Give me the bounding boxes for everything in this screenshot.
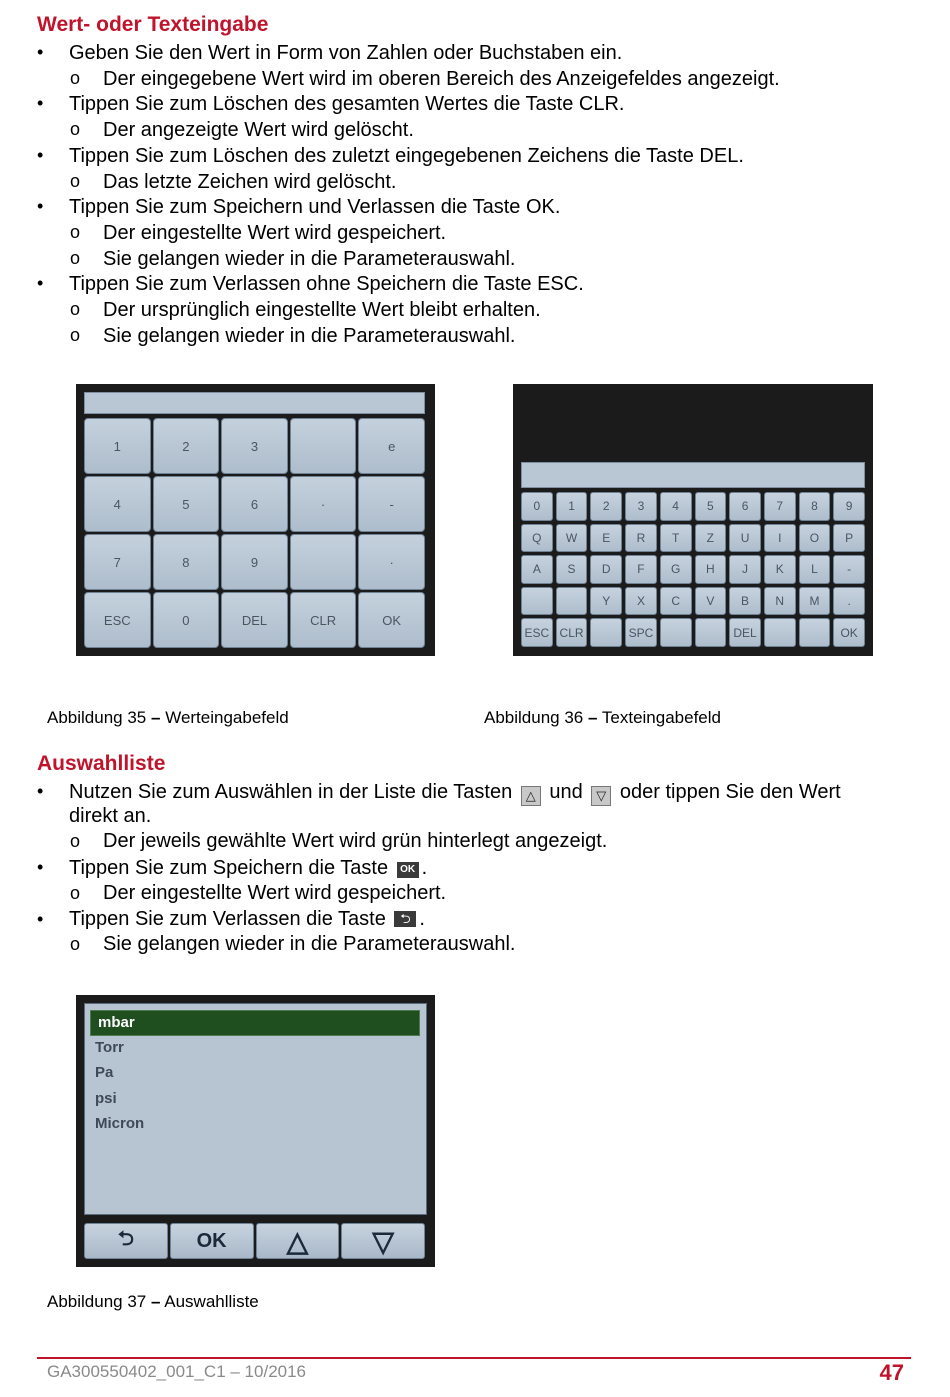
sub-bullet-text: Der jeweils gewählte Wert wird grün hinterlegt angezeigt. bbox=[103, 830, 608, 852]
bullet-marker: • bbox=[37, 781, 44, 801]
selection-button-row bbox=[84, 1223, 425, 1259]
text-key: N bbox=[764, 587, 796, 616]
caption-dash: – bbox=[151, 708, 161, 727]
text-key: P bbox=[833, 524, 865, 553]
text-key: T bbox=[660, 524, 692, 553]
bullet-text: Geben Sie den Wert in Form von Zahlen oder Buchstaben ein. bbox=[69, 42, 623, 64]
period: . bbox=[421, 857, 428, 879]
text-key: Q bbox=[521, 524, 553, 553]
list-item: psi bbox=[95, 1090, 117, 1107]
numeric-key: - bbox=[358, 476, 425, 532]
page-number: 47 bbox=[879, 1360, 904, 1385]
numeric-key: CLR bbox=[290, 592, 357, 648]
text-key: C bbox=[660, 587, 692, 616]
text-key: DEL bbox=[729, 618, 761, 647]
numeric-key: · bbox=[358, 534, 425, 590]
sub-bullet-text: Sie gelangen wieder in die Parameterauswahl. bbox=[103, 324, 516, 347]
text-key: O bbox=[799, 524, 831, 553]
text-key: . bbox=[833, 587, 865, 616]
numeric-keypad-screenshot bbox=[76, 384, 435, 656]
text-key: 3 bbox=[625, 492, 657, 521]
caption-dash: – bbox=[151, 1292, 161, 1311]
text-key: A bbox=[521, 555, 553, 584]
bullet-text bbox=[69, 856, 427, 880]
ok-button: OK bbox=[170, 1223, 254, 1259]
down-arrow-icon: ▽ bbox=[591, 786, 611, 806]
bullet-text-part: oder tippen Sie den Wert bbox=[619, 781, 841, 803]
bullet-text bbox=[69, 907, 425, 931]
figure37-caption bbox=[47, 1292, 259, 1312]
back-icon: ⮌ bbox=[394, 911, 416, 927]
text-key: V bbox=[695, 587, 727, 616]
numeric-key: 9 bbox=[221, 534, 288, 590]
caption-prefix: Abbildung 37 bbox=[47, 1292, 147, 1311]
numeric-key: DEL bbox=[221, 592, 288, 648]
text-key: U bbox=[729, 524, 761, 553]
text-key: X bbox=[625, 587, 657, 616]
numeric-key: 6 bbox=[221, 476, 288, 532]
bullet-marker: • bbox=[37, 196, 44, 217]
up-arrow-icon: △ bbox=[521, 786, 541, 806]
sub-marker: o bbox=[70, 934, 81, 954]
numeric-key bbox=[290, 534, 357, 590]
text-display-field bbox=[521, 462, 865, 488]
numeric-key: ESC bbox=[84, 592, 151, 648]
text-key: 0 bbox=[521, 492, 553, 521]
text-key: SPC bbox=[625, 618, 657, 647]
text-key bbox=[556, 587, 588, 616]
bullet-text bbox=[69, 780, 841, 806]
numeric-key: 3 bbox=[221, 418, 288, 474]
bullet-marker: • bbox=[37, 909, 44, 929]
section-heading-selection-list: Auswahlliste bbox=[37, 752, 166, 775]
selection-list-screenshot bbox=[76, 995, 435, 1267]
sub-bullet-text: Der eingegebene Wert wird im oberen Bereich des Anzeigefeldes angezeigt. bbox=[103, 67, 780, 90]
ok-icon: OK bbox=[397, 862, 419, 878]
list-item: Torr bbox=[95, 1039, 124, 1056]
caption-title: Werteingabefeld bbox=[165, 708, 289, 727]
bullet-marker: • bbox=[37, 857, 44, 877]
sub-marker: o bbox=[70, 170, 81, 191]
up-button bbox=[256, 1223, 340, 1259]
sub-marker: o bbox=[70, 119, 81, 140]
bullet-text-part: Nutzen Sie zum Auswählen in der Liste die Tasten bbox=[69, 781, 513, 803]
caption-title: Texteingabefeld bbox=[601, 708, 721, 727]
text-key: F bbox=[625, 555, 657, 584]
text-key: 7 bbox=[764, 492, 796, 521]
text-key: 9 bbox=[833, 492, 865, 521]
text-key: 5 bbox=[695, 492, 727, 521]
footer-rule bbox=[37, 1357, 911, 1359]
list-item: Micron bbox=[95, 1115, 145, 1132]
text-key bbox=[590, 618, 622, 647]
list-item: Pa bbox=[95, 1064, 114, 1081]
sub-bullet-text: Der eingestellte Wert wird gespeichert. bbox=[103, 221, 447, 244]
text-key: 4 bbox=[660, 492, 692, 521]
numeric-key: 0 bbox=[153, 592, 220, 648]
bullet-text: Tippen Sie zum Löschen des zuletzt eingegebenen Zeichens die Taste DEL. bbox=[69, 144, 744, 167]
text-key: H bbox=[695, 555, 727, 584]
text-key: 2 bbox=[590, 492, 622, 521]
numeric-key: 8 bbox=[153, 534, 220, 590]
sub-bullet-text: Das letzte Zeichen wird gelöscht. bbox=[103, 170, 397, 193]
text-key: OK bbox=[833, 618, 865, 647]
bullet-text: Tippen Sie zum Speichern und Verlassen die Taste OK. bbox=[69, 196, 561, 219]
text-key: K bbox=[764, 555, 796, 584]
numeric-key: 2 bbox=[153, 418, 220, 474]
text-key: L bbox=[799, 555, 831, 584]
numeric-keypad-grid bbox=[84, 418, 425, 648]
value-display-field bbox=[84, 392, 425, 414]
numeric-key bbox=[290, 418, 357, 474]
caption-dash: – bbox=[588, 708, 598, 727]
text-key: - bbox=[833, 555, 865, 584]
bullet-marker: • bbox=[37, 144, 44, 165]
text-key: 6 bbox=[729, 492, 761, 521]
down-arrow-icon: ▽ bbox=[372, 1225, 394, 1257]
up-arrow-icon: △ bbox=[286, 1225, 309, 1257]
text-keypad-screenshot bbox=[513, 384, 873, 656]
text-key: CLR bbox=[556, 618, 588, 647]
text-key bbox=[521, 587, 553, 616]
period: . bbox=[419, 908, 425, 930]
text-keypad-grid bbox=[521, 492, 865, 647]
bullet-text: Tippen Sie zum Verlassen ohne Speichern die Taste ESC. bbox=[69, 273, 584, 296]
text-key: E bbox=[590, 524, 622, 553]
numeric-key: 7 bbox=[84, 534, 151, 590]
bullet-marker: • bbox=[37, 42, 44, 62]
bullet-text-part: Tippen Sie zum Verlassen die Taste bbox=[69, 908, 386, 930]
numeric-key: 5 bbox=[153, 476, 220, 532]
bullet-text-part: Tippen Sie zum Speichern die Taste bbox=[69, 857, 389, 879]
numeric-key: 4 bbox=[84, 476, 151, 532]
bullet-text: Tippen Sie zum Löschen des gesamten Wertes die Taste CLR. bbox=[69, 93, 625, 116]
caption-prefix: Abbildung 35 bbox=[47, 708, 147, 727]
list-item-selected: mbar bbox=[98, 1014, 135, 1031]
sub-bullet-text: Der ursprünglich eingestellte Wert bleibt erhalten. bbox=[103, 299, 541, 321]
document-id: GA300550402_001_C1 – 10/2016 bbox=[47, 1362, 307, 1381]
selection-listbox bbox=[84, 1003, 427, 1215]
numeric-key: e bbox=[358, 418, 425, 474]
text-key: Y bbox=[590, 587, 622, 616]
text-key: I bbox=[764, 524, 796, 553]
text-key bbox=[695, 618, 727, 647]
sub-bullet-text: Sie gelangen wieder in die Parameterauswahl. bbox=[103, 247, 516, 270]
back-button bbox=[84, 1223, 168, 1259]
sub-bullet-text: Der angezeigte Wert wird gelöscht. bbox=[103, 119, 414, 142]
numeric-key: 1 bbox=[84, 418, 151, 474]
text-key: G bbox=[660, 555, 692, 584]
sub-marker: o bbox=[70, 324, 81, 345]
sub-marker: o bbox=[70, 883, 81, 903]
section-heading-value-text-entry: Wert- oder Texteingabe bbox=[37, 13, 269, 36]
bullet-text-continuation: direkt an. bbox=[69, 805, 152, 827]
sub-bullet-text: Der eingestellte Wert wird gespeichert. bbox=[103, 882, 447, 904]
figure36-caption bbox=[484, 708, 721, 728]
text-key: J bbox=[729, 555, 761, 584]
text-key: B bbox=[729, 587, 761, 616]
caption-prefix: Abbildung 36 bbox=[484, 708, 584, 727]
sub-marker: o bbox=[70, 299, 81, 319]
sub-bullet-text: Sie gelangen wieder in die Parameterauswahl. bbox=[103, 933, 516, 955]
figure35-caption bbox=[47, 708, 289, 728]
text-key: 1 bbox=[556, 492, 588, 521]
bullet-marker: • bbox=[37, 93, 44, 114]
caption-title: Auswahlliste bbox=[164, 1292, 259, 1311]
sub-marker: o bbox=[70, 221, 81, 242]
bullet-text-part: und bbox=[549, 781, 583, 803]
selected-row-highlight bbox=[90, 1010, 420, 1036]
numeric-key: · bbox=[290, 476, 357, 532]
sub-marker: o bbox=[70, 67, 81, 88]
numeric-key: OK bbox=[358, 592, 425, 648]
back-icon: ⮌ bbox=[117, 1228, 134, 1250]
text-key: M bbox=[799, 587, 831, 616]
bullet-marker: • bbox=[37, 273, 44, 294]
text-key: R bbox=[625, 524, 657, 553]
text-key: W bbox=[556, 524, 588, 553]
sub-marker: o bbox=[70, 247, 81, 268]
text-key bbox=[799, 618, 831, 647]
sub-marker: o bbox=[70, 831, 81, 851]
text-key: S bbox=[556, 555, 588, 584]
text-key: D bbox=[590, 555, 622, 584]
text-key: 8 bbox=[799, 492, 831, 521]
text-key: ESC bbox=[521, 618, 553, 647]
text-key bbox=[764, 618, 796, 647]
down-button bbox=[341, 1223, 425, 1259]
text-key bbox=[660, 618, 692, 647]
text-key: Z bbox=[695, 524, 727, 553]
